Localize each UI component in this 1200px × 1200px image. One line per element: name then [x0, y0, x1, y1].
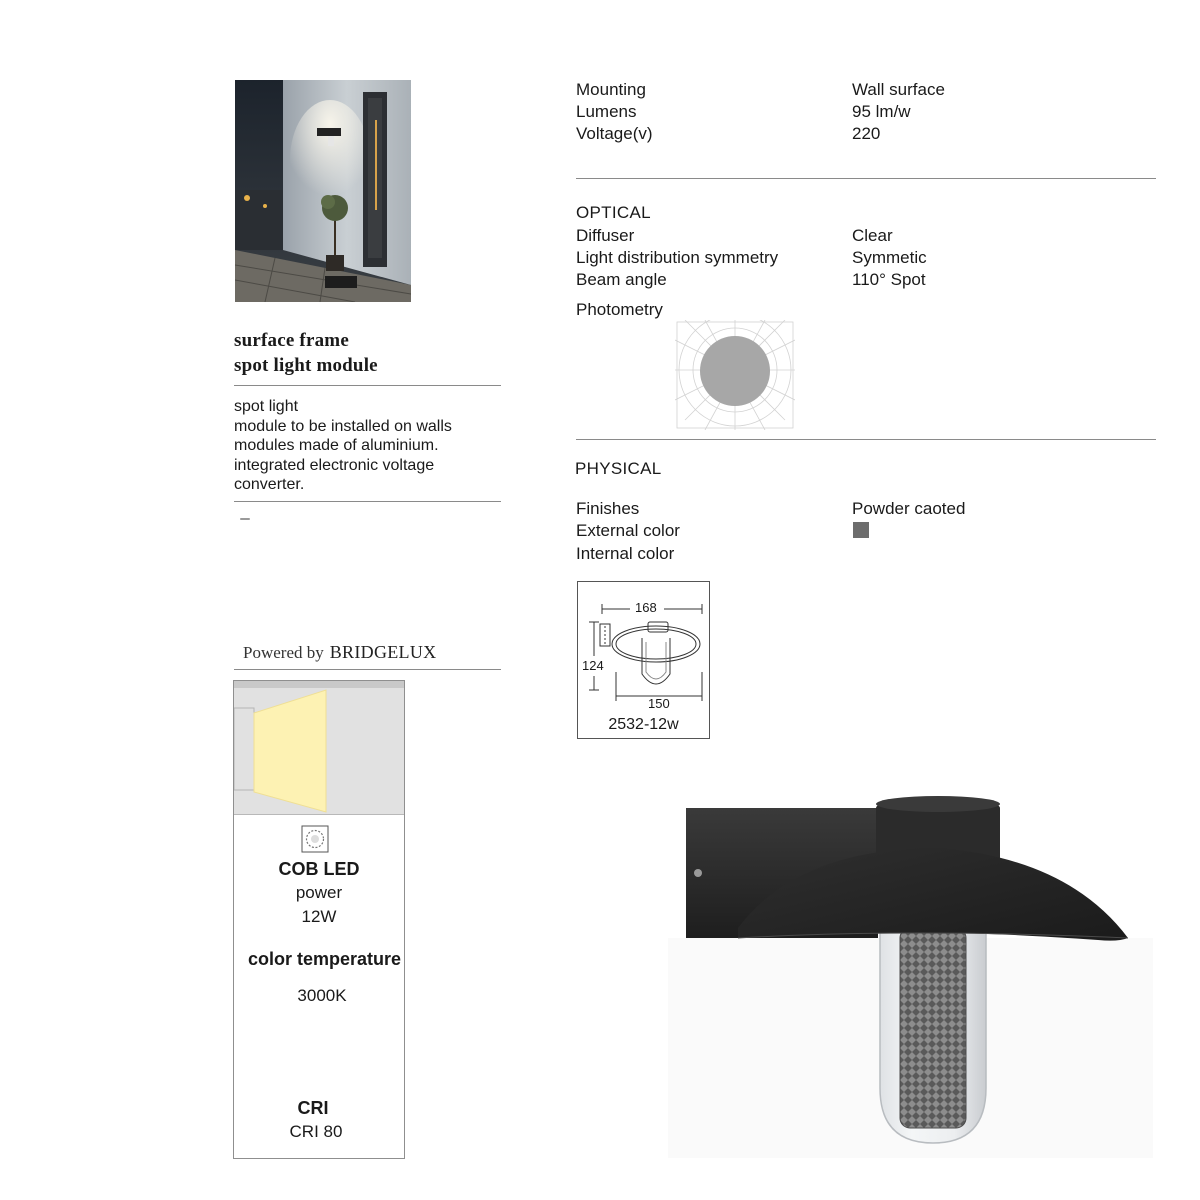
physical-value-finishes: Powder caoted: [852, 499, 966, 518]
model-number: 2532-12w: [608, 716, 679, 733]
description-divider: [234, 501, 501, 502]
general-divider: [576, 178, 1156, 179]
description-line: integrated electronic voltage: [234, 456, 435, 474]
optical-label-diffuser: Diffuser: [576, 226, 635, 245]
optical-divider: [576, 439, 1156, 440]
spec-label-lumens: Lumens: [576, 102, 637, 121]
installation-photo: [235, 80, 411, 302]
physical-label-external-color: External color: [576, 521, 680, 540]
dimension-drawing: [577, 581, 710, 739]
description-line: modules made of aluminium.: [234, 437, 439, 454]
physical-label-finishes: Finishes: [576, 499, 640, 518]
spec-value-mounting: Wall surface: [852, 80, 945, 99]
beam-projection-diagram: [234, 681, 404, 815]
cri-value: CRI 80: [289, 1122, 343, 1141]
powered-by-line: [243, 642, 436, 663]
optical-label-symmetry: Light distribution symmetry: [576, 248, 779, 267]
photometry-label: Photometry: [576, 300, 663, 319]
product-photo: [668, 788, 1153, 1158]
product-title-line2: spot light module: [234, 355, 378, 376]
cob-led-chip-icon: [301, 825, 329, 853]
spec-value-voltage: 220: [852, 124, 881, 143]
power-label: power: [295, 883, 343, 902]
external-color-swatch: [853, 522, 869, 538]
cri-label: CRI: [297, 1098, 329, 1118]
description-line: converter.: [234, 476, 305, 493]
product-title-line1: surface frame: [234, 330, 349, 351]
dim-width: 168: [635, 600, 657, 615]
powered-by-label: Powered by: [243, 643, 324, 662]
power-value: 12W: [301, 907, 337, 926]
brand-divider: [234, 669, 501, 670]
optical-label-beam-angle: Beam angle: [576, 270, 667, 289]
color-temp-label: color temperature: [248, 949, 402, 969]
optical-value-beam-angle: 110° Spot: [852, 270, 926, 289]
photometry-polar-graph: [675, 320, 795, 430]
product-description: [234, 397, 504, 495]
description-line: spot light: [234, 398, 299, 415]
small-dash-mark: [240, 518, 250, 520]
description-line: module to be installed on walls: [234, 417, 452, 435]
optical-heading: OPTICAL: [576, 203, 651, 222]
physical-heading: PHYSICAL: [575, 459, 662, 478]
led-spec-card: [233, 680, 405, 1159]
optical-value-symmetry: Symmetic: [852, 248, 927, 267]
spec-label-mounting: Mounting: [576, 80, 646, 99]
title-divider: [234, 385, 501, 386]
dim-projection: 150: [648, 696, 670, 711]
source-type: COB LED: [278, 859, 360, 879]
brand-name: BRIDGELUX: [329, 642, 437, 662]
color-temp-value: 3000K: [297, 986, 347, 1005]
optical-value-diffuser: Clear: [852, 226, 893, 245]
dim-height: 124: [582, 658, 604, 673]
physical-label-internal-color: Internal color: [576, 544, 675, 563]
spec-label-voltage: Voltage(v): [576, 124, 653, 143]
spec-value-lumens: 95 lm/w: [852, 102, 911, 121]
